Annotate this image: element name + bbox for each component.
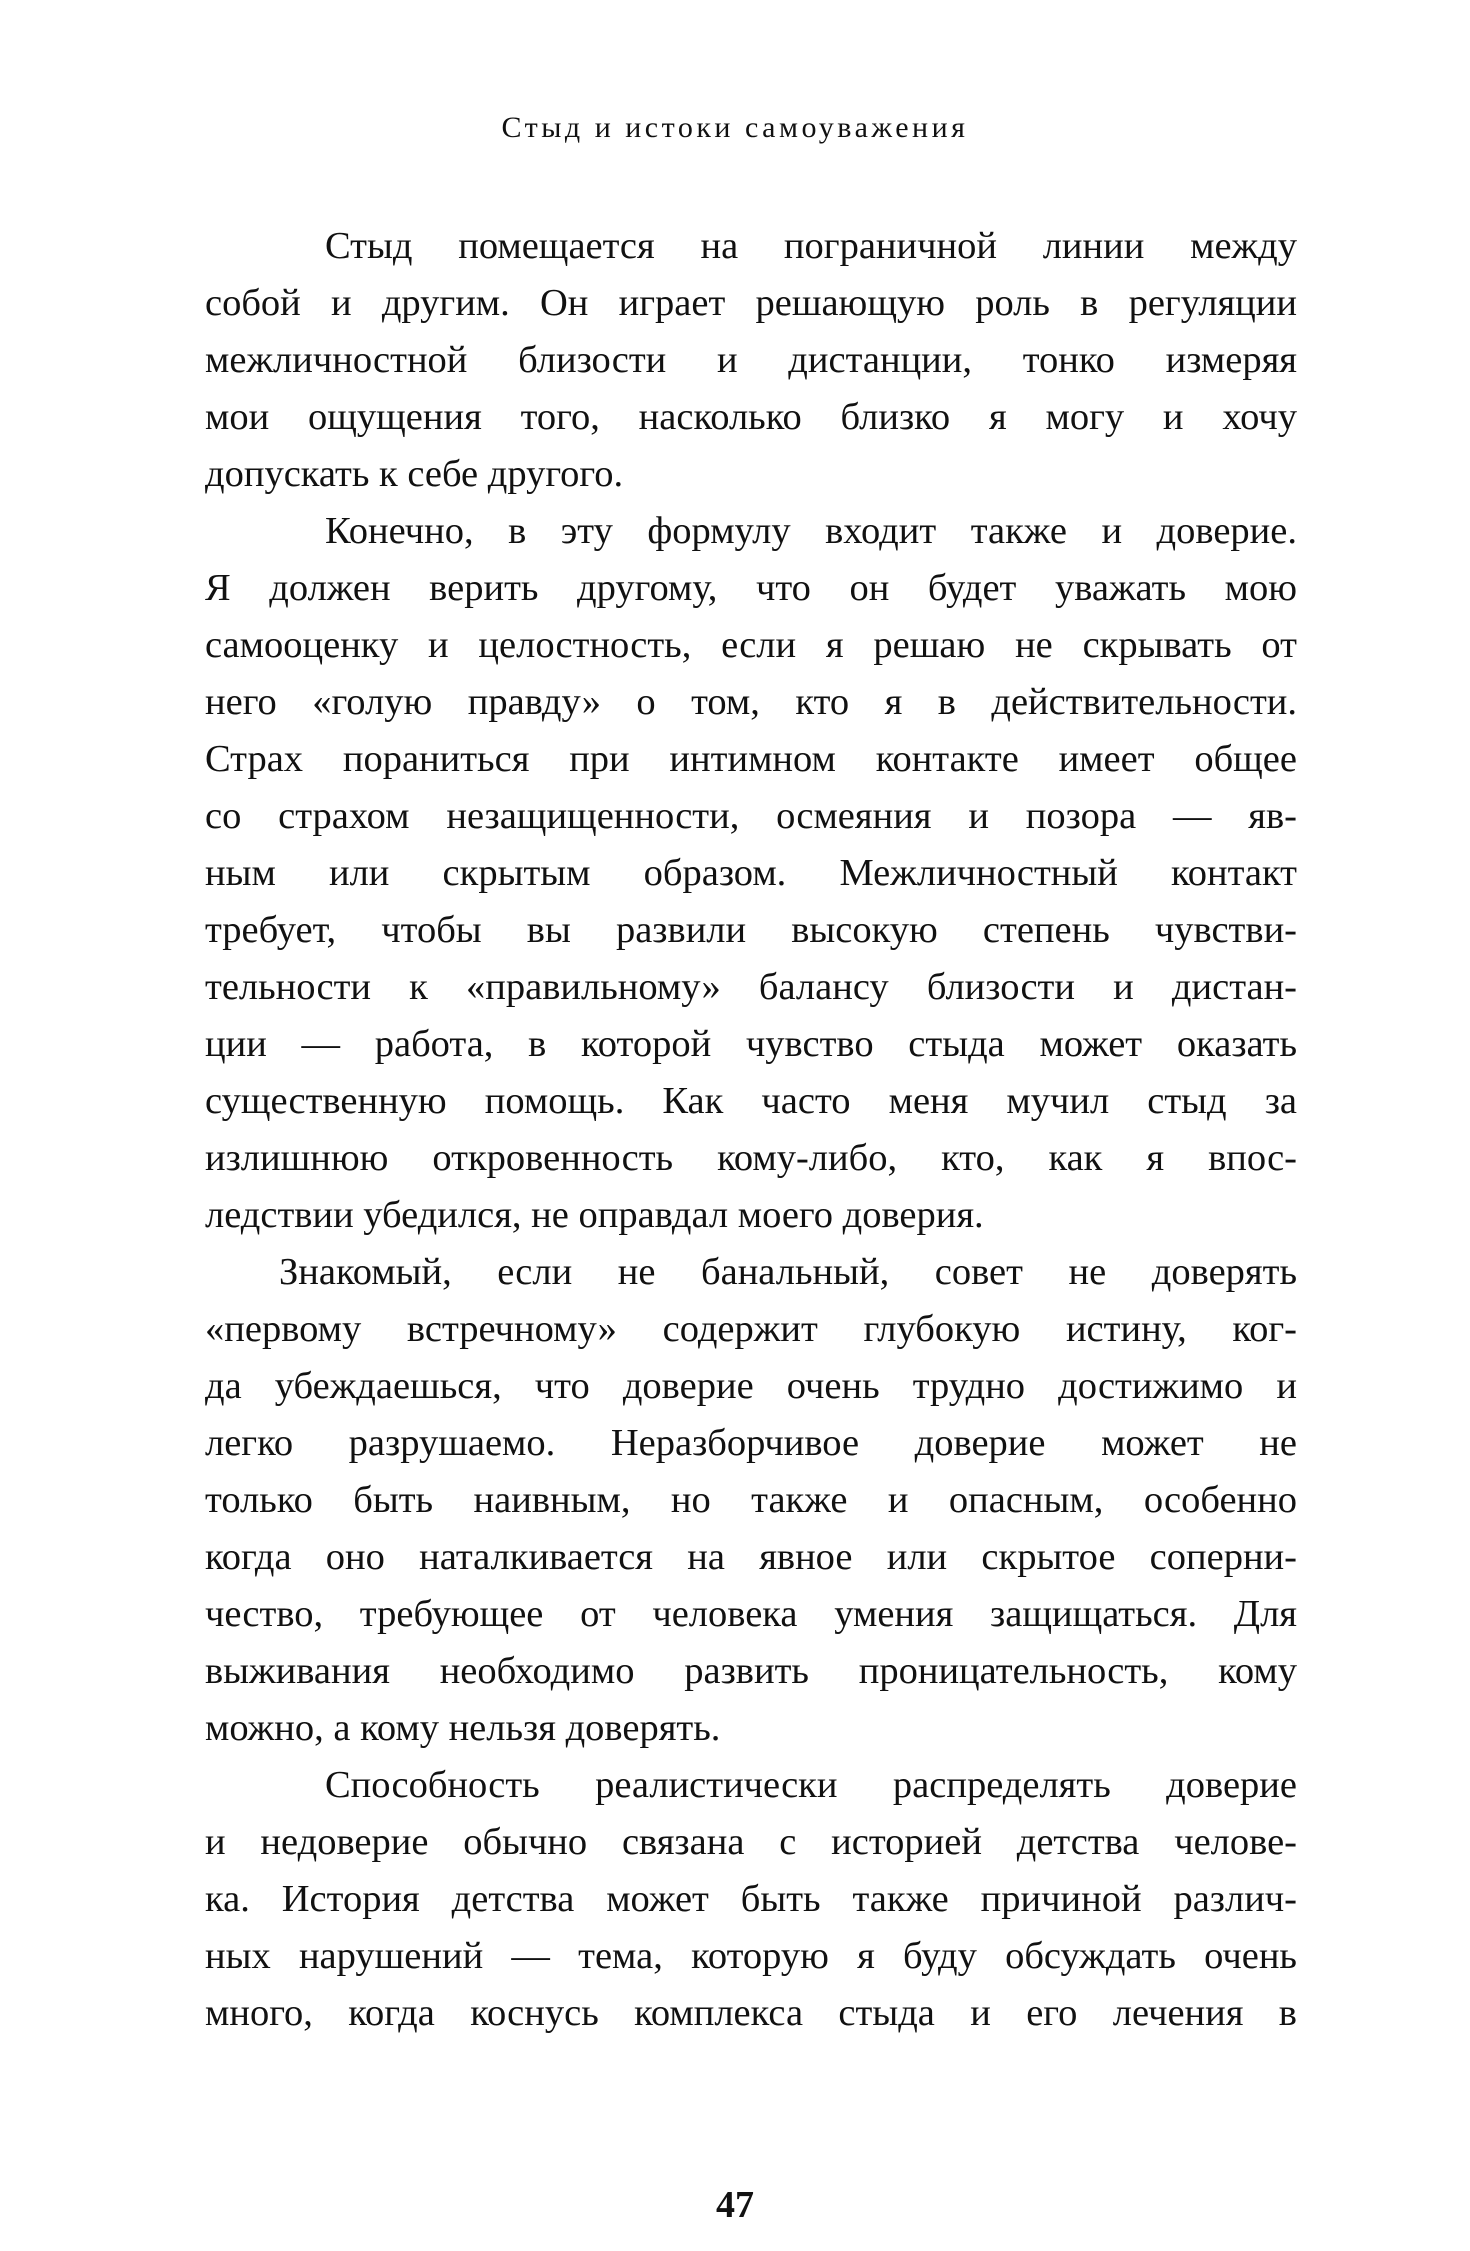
text-line: тельности к «правильному» балансу близости и дистан-	[205, 966, 1297, 1008]
text-line: «первому встречному» содержит глубокую истину, ког-	[205, 1308, 1297, 1350]
text-line: самооценку и целостность, если я решаю не скрывать от	[205, 624, 1297, 666]
text-line: него «голую правду» о том, кто я в действительности.	[205, 681, 1297, 723]
text-line: Конечно, в эту формулу входит также и доверие.	[325, 510, 1297, 552]
text-line: допускать к себе другого.	[205, 453, 624, 495]
text-line: ка. История детства может быть также причиной различ-	[205, 1878, 1297, 1920]
text-line: Стыд помещается на пограничной линии между	[325, 225, 1297, 267]
text-line: Знакомый, если не банальный, совет не доверять	[279, 1251, 1297, 1293]
text-line: можно, а кому нельзя доверять.	[205, 1707, 721, 1749]
text-line: излишнюю откровенность кому-либо, кто, как я впос-	[205, 1137, 1297, 1179]
page-number: 47	[716, 2184, 754, 2226]
text-line: межличностной близости и дистанции, тонко измеряя	[205, 339, 1297, 381]
text-line: ледствии убедился, не оправдал моего доверия.	[205, 1194, 984, 1236]
text-line: ции — работа, в которой чувство стыда может оказать	[205, 1023, 1297, 1065]
text-line: Я должен верить другому, что он будет уважать мою	[205, 567, 1297, 609]
text-line: да убеждаешься, что доверие очень трудно достижимо и	[205, 1365, 1297, 1407]
text-line: легко разрушаемо. Неразборчивое доверие может не	[205, 1422, 1297, 1464]
text-line: со страхом незащищенности, осмеяния и позора — яв-	[205, 795, 1297, 837]
text-line: только быть наивным, но также и опасным, особенно	[205, 1479, 1297, 1521]
text-line: мои ощущения того, насколько близко я могу и хочу	[205, 396, 1297, 438]
text-line: Способность реалистически распределять доверие	[325, 1764, 1297, 1806]
text-line: требует, чтобы вы развили высокую степень чувстви-	[205, 909, 1297, 951]
text-line: существенную помощь. Как часто меня мучил стыд за	[205, 1080, 1297, 1122]
text-line: и недоверие обычно связана с историей детства челове-	[205, 1821, 1297, 1863]
text-line: чество, требующее от человека умения защищаться. Для	[205, 1593, 1297, 1635]
text-line: ным или скрытым образом. Межличностный контакт	[205, 852, 1297, 894]
running-head: Стыд и истоки самоуважения	[501, 111, 969, 144]
text-line: выживания необходимо развить проницательность, кому	[205, 1650, 1297, 1692]
text-line: собой и другим. Он играет решающую роль в регуляции	[205, 282, 1297, 324]
text-line: когда оно наталкивается на явное или скрытое соперни-	[205, 1536, 1297, 1578]
body-text	[205, 218, 1297, 2042]
text-line: Страх пораниться при интимном контакте имеет общее	[205, 738, 1297, 780]
text-line: ных нарушений — тема, которую я буду обсуждать очень	[205, 1935, 1297, 1977]
text-line: много, когда коснусь комплекса стыда и его лечения в	[205, 1992, 1297, 2034]
